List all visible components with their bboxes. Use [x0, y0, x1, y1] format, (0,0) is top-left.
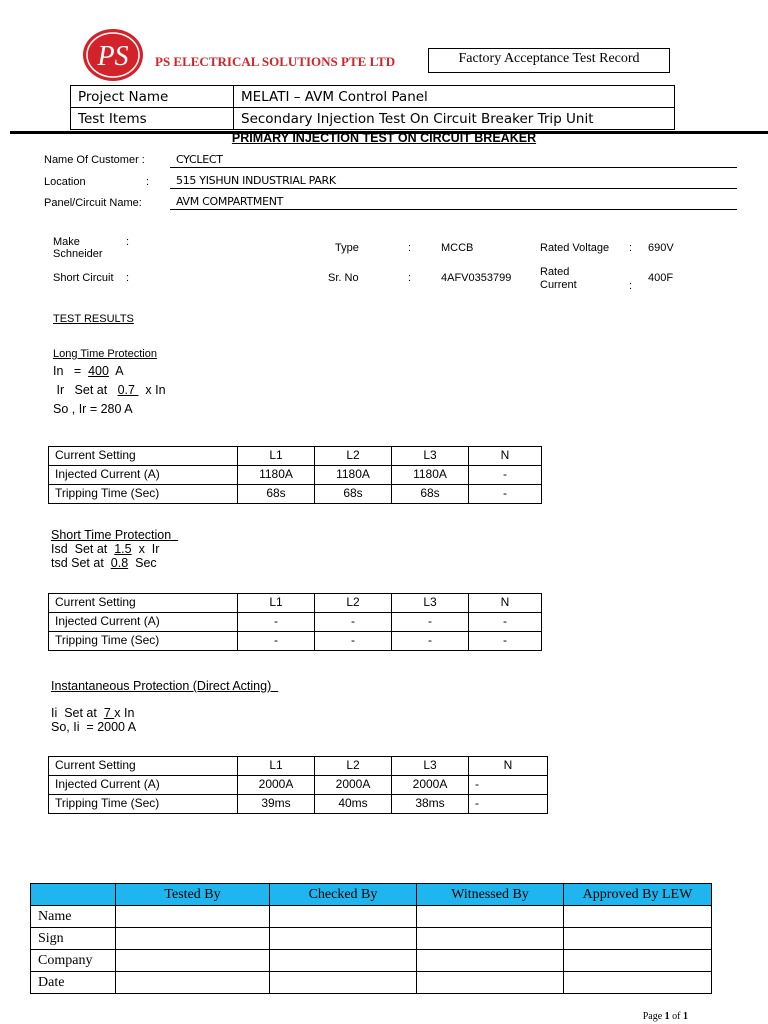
- instantaneous-table: [48, 756, 548, 814]
- page-current: 1: [664, 1011, 670, 1022]
- ii-value: 7: [103, 706, 115, 720]
- tsd-line: [51, 556, 157, 570]
- ii-line: [51, 706, 134, 720]
- rated-voltage-label: Rated Voltage: [540, 242, 610, 254]
- ir-result: So , Ir = 280 A: [53, 402, 133, 416]
- make-colon: :: [126, 236, 130, 248]
- signoff-row-label: Sign: [31, 928, 116, 950]
- signoff-header: Tested By: [116, 884, 270, 906]
- table-cell: 68s: [315, 485, 392, 504]
- table-header: L2: [315, 447, 392, 466]
- table-row: [49, 613, 542, 632]
- test-items-value: Secondary Injection Test On Circuit Breaker Trip Unit: [234, 108, 675, 130]
- signoff-row: [31, 972, 712, 994]
- signoff-header: Approved By LEW: [564, 884, 712, 906]
- table-cell: Tripping Time (Sec): [49, 485, 238, 504]
- table-cell: Injected Current (A): [49, 466, 238, 485]
- type-value: MCCB: [441, 242, 474, 254]
- short-circuit-label: Short Circuit: [53, 272, 114, 284]
- ii-suffix: x In: [114, 706, 135, 720]
- table-cell: -: [469, 776, 548, 795]
- table-cell: 68s: [238, 485, 315, 504]
- customer-name-label: Name Of Customer :: [44, 154, 145, 166]
- rated-current-label: Rated: [540, 266, 570, 278]
- sr-no-colon: :: [408, 272, 412, 284]
- table-cell: -: [469, 632, 542, 651]
- make-label: Make: [53, 236, 80, 248]
- panel-line: [170, 209, 737, 210]
- table-header: Current Setting: [49, 594, 238, 613]
- table-header: N: [469, 594, 542, 613]
- table-cell: -: [469, 613, 542, 632]
- short-time-heading: Short Time Protection: [51, 528, 179, 542]
- signoff-cell[interactable]: [417, 972, 564, 994]
- signoff-header-row: [31, 884, 712, 906]
- table-header-row: [49, 594, 542, 613]
- table-row: [49, 776, 548, 795]
- signoff-cell[interactable]: [417, 906, 564, 928]
- logo-text: PS: [97, 41, 129, 72]
- project-table: [70, 85, 675, 130]
- table-cell: -: [469, 795, 548, 814]
- ii-result: So, Ii = 2000 A: [51, 720, 137, 734]
- table-cell: 40ms: [315, 795, 392, 814]
- table-cell: Injected Current (A): [49, 776, 238, 795]
- table-cell: Tripping Time (Sec): [49, 795, 238, 814]
- table-header-row: [49, 447, 542, 466]
- table-cell: 38ms: [392, 795, 469, 814]
- signoff-cell[interactable]: [116, 972, 270, 994]
- table-header: L3: [392, 594, 469, 613]
- signoff-row-label: Name: [31, 906, 116, 928]
- table-row: [49, 632, 542, 651]
- section-title: PRIMARY INJECTION TEST ON CIRCUIT BREAKER: [231, 131, 537, 145]
- signoff-cell[interactable]: [417, 950, 564, 972]
- ir-suffix: x In: [138, 383, 166, 397]
- project-row: [71, 86, 675, 108]
- table-cell: -: [392, 613, 469, 632]
- page-total: 1: [683, 1011, 688, 1022]
- short-time-table: [48, 593, 542, 651]
- table-header: L2: [315, 594, 392, 613]
- project-name-value: MELATI – AVM Control Panel: [234, 86, 675, 108]
- project-name-label: Project Name: [71, 86, 234, 108]
- company-name: PS ELECTRICAL SOLUTIONS PTE LTD: [155, 54, 396, 69]
- table-cell: 2000A: [392, 776, 469, 795]
- signoff-cell[interactable]: [417, 928, 564, 950]
- signoff-cell[interactable]: [564, 928, 712, 950]
- tsd-suffix: Sec: [128, 556, 157, 570]
- location-colon: :: [146, 176, 150, 188]
- table-cell: -: [469, 466, 542, 485]
- signoff-header: Witnessed By: [417, 884, 564, 906]
- long-time-heading: Long Time Protection: [53, 348, 157, 360]
- isd-line: [51, 542, 159, 556]
- table-cell: 1180A: [238, 466, 315, 485]
- ir-prefix: Ir Set at: [53, 383, 118, 397]
- long-time-table: [48, 446, 542, 504]
- isd-prefix: Isd Set at: [51, 542, 115, 556]
- in-value: 400: [88, 364, 109, 378]
- table-cell: Tripping Time (Sec): [49, 632, 238, 651]
- type-colon: :: [408, 242, 412, 254]
- signoff-cell[interactable]: [564, 906, 712, 928]
- ir-value: 0.7: [117, 383, 139, 397]
- signoff-cell[interactable]: [564, 950, 712, 972]
- signoff-table: [30, 883, 712, 994]
- table-row: [49, 795, 548, 814]
- instantaneous-heading: Instantaneous Protection (Direct Acting): [51, 679, 279, 693]
- signoff-cell[interactable]: [270, 928, 417, 950]
- signoff-row: [31, 928, 712, 950]
- customer-name-value: CYCLECT: [176, 153, 223, 166]
- page-number: [643, 1011, 688, 1022]
- table-row: [49, 485, 542, 504]
- table-header: L1: [238, 594, 315, 613]
- table-header: L3: [392, 447, 469, 466]
- signoff-cell[interactable]: [116, 928, 270, 950]
- signoff-row: [31, 950, 712, 972]
- table-cell: Injected Current (A): [49, 613, 238, 632]
- table-header: N: [469, 447, 542, 466]
- isd-value: 1.5: [114, 542, 132, 556]
- rated-current-colon: :: [629, 280, 633, 292]
- signoff-cell[interactable]: [116, 906, 270, 928]
- signoff-cell[interactable]: [564, 972, 712, 994]
- table-cell: -: [469, 485, 542, 504]
- table-cell: -: [238, 613, 315, 632]
- test-items-label: Test Items: [71, 108, 234, 130]
- in-suffix: A: [108, 364, 124, 378]
- table-header: N: [469, 757, 548, 776]
- page-of: of: [669, 1011, 683, 1022]
- logo-mark-icon: [83, 29, 143, 81]
- table-header-row: [49, 757, 548, 776]
- sr-no-value: 4AFV0353799: [441, 272, 512, 284]
- short-circuit-colon: :: [126, 272, 130, 284]
- table-cell: -: [315, 632, 392, 651]
- type-label: Type: [335, 242, 359, 254]
- table-cell: 39ms: [238, 795, 315, 814]
- table-cell: -: [392, 632, 469, 651]
- table-header: L2: [315, 757, 392, 776]
- table-cell: 1180A: [392, 466, 469, 485]
- signoff-row-label: Date: [31, 972, 116, 994]
- test-results-heading: TEST RESULTS: [53, 313, 134, 325]
- table-header: L1: [238, 447, 315, 466]
- rated-voltage-colon: :: [629, 242, 633, 254]
- table-cell: 68s: [392, 485, 469, 504]
- make-value: Schneider: [53, 248, 103, 260]
- signoff-cell[interactable]: [270, 906, 417, 928]
- signoff-cell[interactable]: [270, 972, 417, 994]
- in-prefix: In =: [53, 364, 89, 378]
- rated-current-value: 400F: [648, 272, 674, 284]
- table-header: Current Setting: [49, 757, 238, 776]
- table-row: [49, 466, 542, 485]
- signoff-row-label: Company: [31, 950, 116, 972]
- table-cell: -: [315, 613, 392, 632]
- signoff-header: Checked By: [270, 884, 417, 906]
- signoff-header: [31, 884, 116, 906]
- panel-label: Panel/Circuit Name:: [44, 197, 142, 209]
- tsd-prefix: tsd Set at: [51, 556, 111, 570]
- project-row: [71, 108, 675, 130]
- sr-no-label: Sr. No: [328, 272, 359, 284]
- table-cell: 2000A: [315, 776, 392, 795]
- page-prefix: Page: [642, 1011, 665, 1022]
- record-type-box: Factory Acceptance Test Record: [428, 48, 670, 73]
- customer-name-line: [170, 167, 737, 168]
- isd-suffix: x Ir: [131, 542, 160, 556]
- rated-voltage-value: 690V: [648, 242, 674, 254]
- ir-line: [53, 383, 166, 397]
- table-cell: 1180A: [315, 466, 392, 485]
- location-label: Location: [44, 176, 86, 188]
- signoff-row: [31, 906, 712, 928]
- in-line: [53, 364, 124, 378]
- tsd-value: 0.8: [110, 556, 129, 570]
- table-header: Current Setting: [49, 447, 238, 466]
- signoff-cell[interactable]: [116, 950, 270, 972]
- panel-value: AVM COMPARTMENT: [176, 195, 284, 208]
- table-header: L3: [392, 757, 469, 776]
- company-logo: [83, 29, 143, 81]
- rated-current-label: Current: [540, 279, 577, 291]
- location-line: [170, 188, 737, 189]
- table-header: L1: [238, 757, 315, 776]
- signoff-cell[interactable]: [270, 950, 417, 972]
- table-cell: -: [238, 632, 315, 651]
- table-cell: 2000A: [238, 776, 315, 795]
- location-value: 515 YISHUN INDUSTRIAL PARK: [176, 174, 336, 187]
- ii-prefix: Ii Set at: [51, 706, 104, 720]
